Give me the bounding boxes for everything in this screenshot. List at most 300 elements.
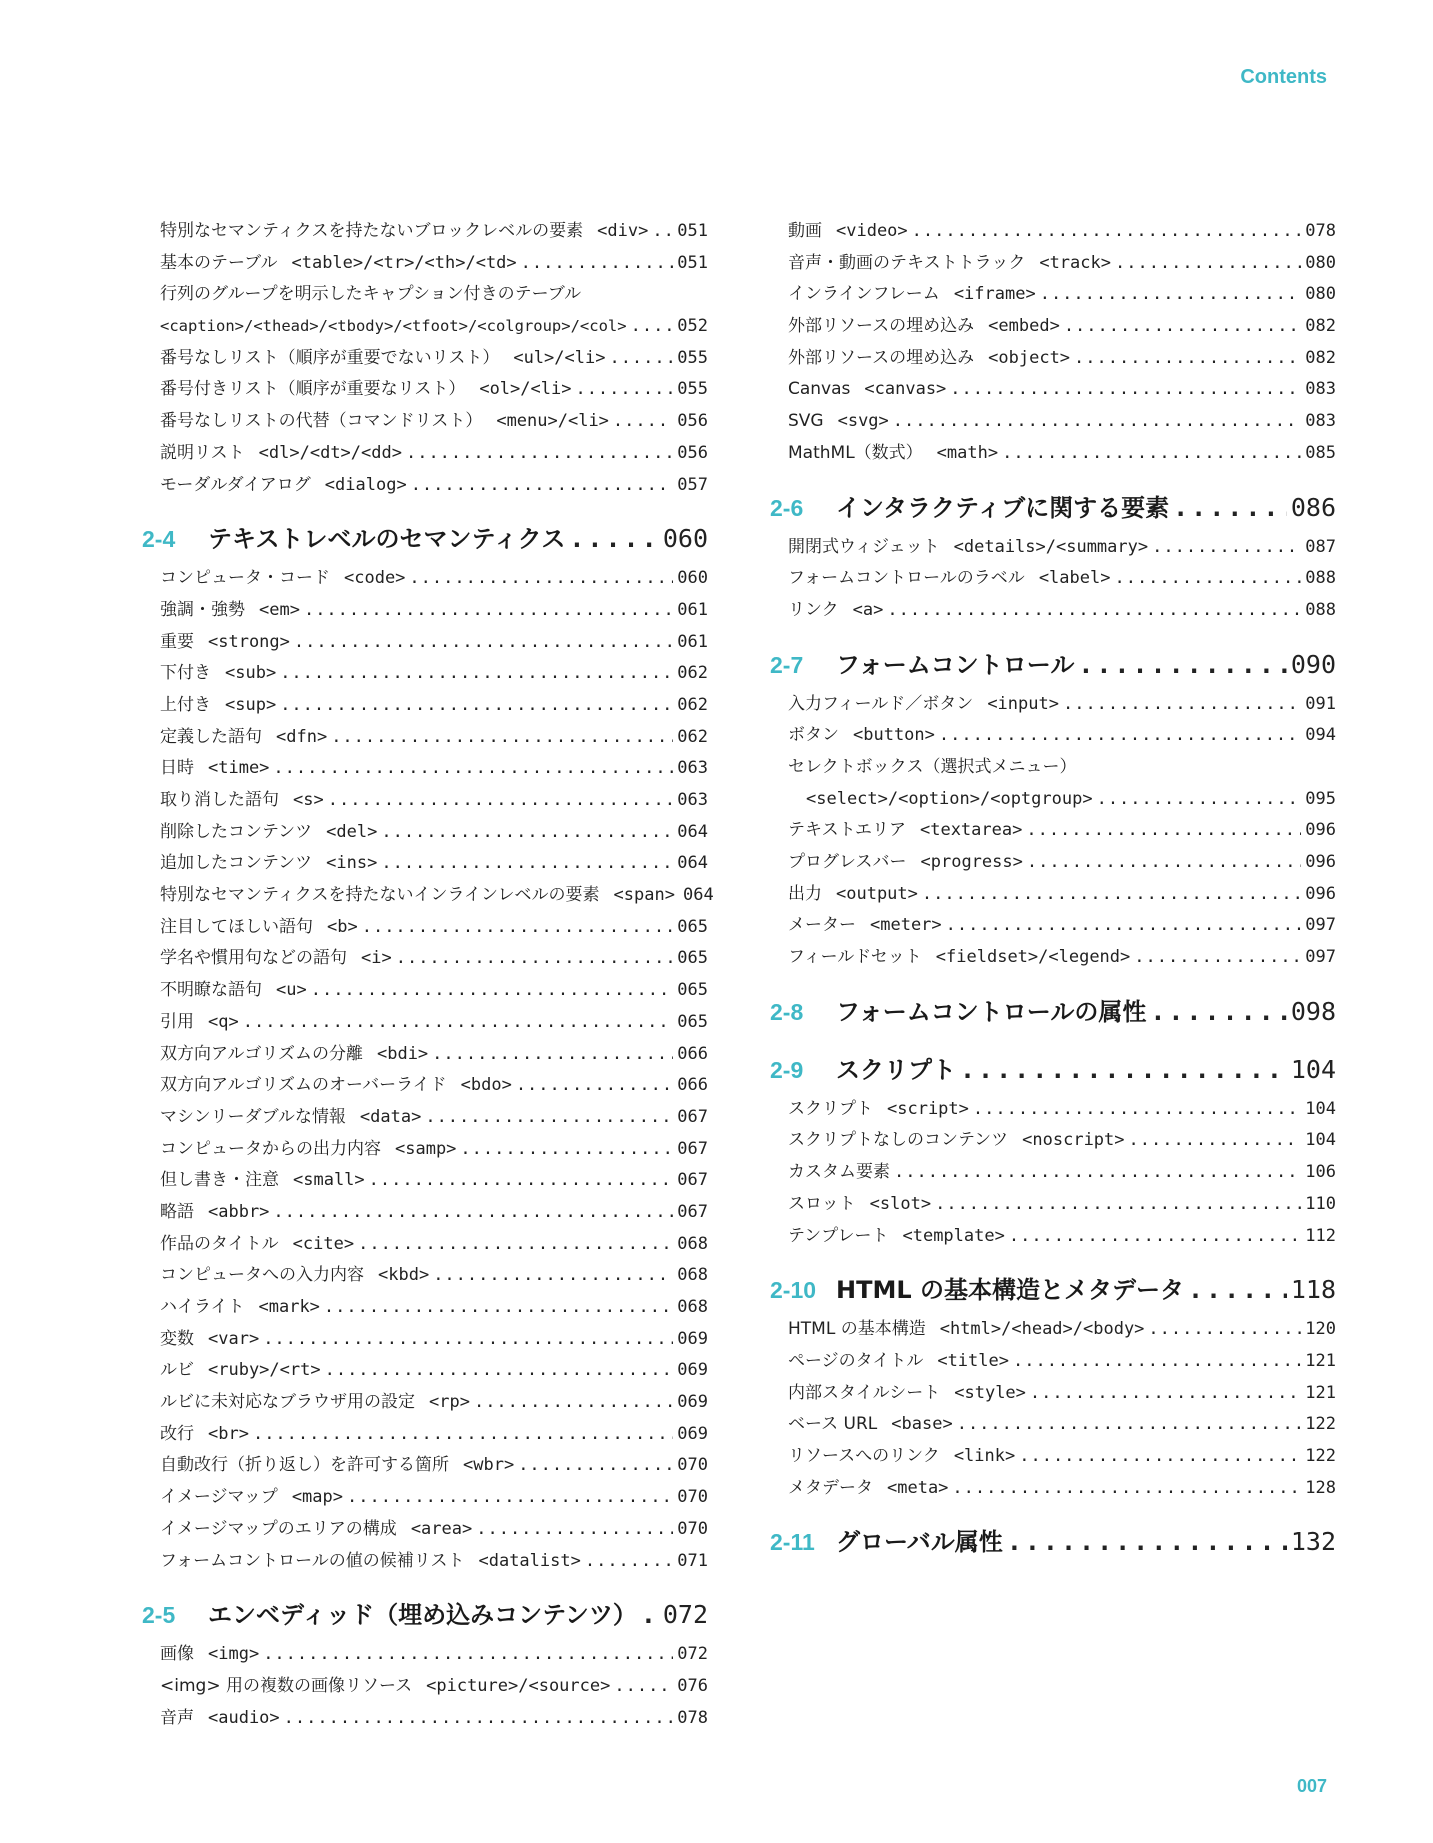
- toc-entry[interactable]: [142, 1102, 708, 1134]
- entry-page-number: 069: [677, 1328, 708, 1349]
- entry-element-tag: <samp>: [395, 1138, 457, 1159]
- toc-entry[interactable]: [770, 311, 1336, 343]
- entry-element-tag: <object>: [988, 347, 1071, 368]
- toc-entry[interactable]: [770, 752, 1336, 784]
- dot-leader: [347, 1482, 673, 1514]
- toc-entry[interactable]: [770, 595, 1336, 627]
- dot-leader: [922, 879, 1301, 911]
- entry-page-number: 068: [677, 1297, 708, 1317]
- entry-title: 行列のグループを明示したキャプション付きのテーブル: [160, 284, 582, 305]
- toc-entry[interactable]: [142, 943, 708, 975]
- dot-leader: [887, 595, 1301, 627]
- toc-section-heading[interactable]: [142, 1595, 708, 1635]
- dot-leader: [1114, 563, 1301, 595]
- entry-page-number: 062: [677, 663, 708, 684]
- dot-leader: [952, 1473, 1301, 1505]
- toc-entry[interactable]: [770, 910, 1336, 942]
- entry-page-number: 067: [677, 1170, 708, 1191]
- entry-element-tag: <div>: [597, 221, 649, 241]
- entry-page-number: 066: [677, 1075, 708, 1096]
- dot-leader: [396, 943, 674, 975]
- toc-entry[interactable]: [142, 1546, 708, 1578]
- toc-entry[interactable]: [142, 343, 708, 375]
- entry-element-tag: <meta>: [887, 1477, 949, 1498]
- toc-entry[interactable]: [142, 216, 708, 248]
- dot-leader: [1064, 311, 1301, 343]
- section-page-number: 118: [1290, 1275, 1336, 1305]
- entry-element-tag: <slot>: [869, 1193, 932, 1214]
- toc-entry[interactable]: [770, 438, 1336, 470]
- toc-entry[interactable]: [142, 912, 708, 944]
- toc-entry[interactable]: [770, 847, 1336, 879]
- dot-leader: [939, 720, 1301, 752]
- toc-entry[interactable]: [142, 1007, 708, 1039]
- entry-page-number: 061: [677, 599, 708, 620]
- entry-page-number: 087: [1305, 536, 1336, 557]
- toc-entry[interactable]: [142, 470, 708, 502]
- dot-leader: [409, 563, 673, 595]
- entry-title: 引用: [160, 1011, 194, 1032]
- section-title: HTML の基本構造とメタデータ: [836, 1276, 1184, 1305]
- entry-element-tag: <textarea>: [919, 820, 1023, 841]
- entry-title: 基本のテーブル: [160, 252, 278, 273]
- dot-leader: [1063, 689, 1301, 721]
- toc-entry[interactable]: [142, 1450, 708, 1482]
- toc-entry[interactable]: [770, 1409, 1336, 1441]
- entry-page-number: 069: [677, 1423, 708, 1444]
- toc-entry[interactable]: [770, 879, 1336, 911]
- dot-leader: [381, 848, 673, 880]
- entry-title: テンプレート: [788, 1225, 889, 1246]
- toc-entry[interactable]: [142, 817, 708, 849]
- section-title: エンベディッド（埋め込みコンテンツ）: [208, 1601, 637, 1630]
- entry-page-number: 083: [1305, 379, 1336, 400]
- dot-leader: [935, 1189, 1301, 1221]
- entry-title: ボタン: [788, 725, 839, 746]
- toc-entry[interactable]: [770, 1221, 1336, 1253]
- toc-entry[interactable]: [142, 1355, 708, 1387]
- entry-page-number: 094: [1305, 725, 1336, 746]
- toc-entry[interactable]: [142, 1387, 708, 1419]
- entry-title: 外部リソースの埋め込み: [788, 316, 975, 337]
- entry-element-tag: <template>: [902, 1225, 1005, 1246]
- entry-element-tag: <meter>: [870, 915, 942, 936]
- toc-entry[interactable]: [142, 374, 708, 406]
- entry-element-tag: <code>: [344, 568, 406, 589]
- entry-title: ハイライト: [160, 1297, 245, 1317]
- entry-element-tag: <mark>: [258, 1297, 320, 1317]
- entry-element-tag: <progress>: [920, 852, 1023, 872]
- toc-entry[interactable]: [142, 1260, 708, 1292]
- entry-title: 番号付きリスト（順序が重要なリスト）: [160, 379, 466, 400]
- entry-title: フォームコントロールの値の候補リスト: [160, 1550, 465, 1571]
- dot-leader: [569, 519, 658, 559]
- toc-entry[interactable]: [142, 1165, 708, 1197]
- dot-leader: [369, 1165, 674, 1197]
- dot-leader: [1152, 532, 1301, 564]
- toc-entry[interactable]: [770, 343, 1336, 375]
- entry-page-number: 080: [1305, 284, 1336, 305]
- entry-element-tag: <span>: [613, 885, 675, 906]
- entry-page-number: 096: [1305, 820, 1336, 841]
- toc-entry[interactable]: [770, 1094, 1336, 1126]
- entry-title: 番号なしリスト（順序が重要でないリスト）: [160, 347, 500, 368]
- entry-element-tag: <style>: [954, 1382, 1026, 1403]
- entry-element-tag: <audio>: [208, 1707, 280, 1728]
- entry-page-number: 121: [1305, 1382, 1336, 1403]
- entry-element-tag: <math>: [936, 442, 999, 463]
- dot-leader: [1074, 343, 1301, 375]
- section-number: 2-10: [770, 1277, 817, 1304]
- toc-entry[interactable]: [770, 216, 1336, 248]
- toc-entry[interactable]: [142, 248, 708, 280]
- entry-element-tag: <base>: [891, 1414, 953, 1435]
- entry-page-number: 064: [677, 821, 708, 842]
- entry-title: MathML（数式）: [788, 442, 923, 463]
- dot-leader: [641, 1595, 659, 1635]
- toc-entry[interactable]: [142, 595, 708, 627]
- entry-title: SVG: [788, 411, 824, 432]
- entry-element-tag: <input>: [987, 693, 1059, 714]
- dot-leader: [304, 595, 673, 627]
- entry-element-tag: <var>: [208, 1328, 260, 1349]
- toc-entry[interactable]: [142, 1070, 708, 1102]
- toc-entry[interactable]: [770, 248, 1336, 280]
- entry-page-number: 069: [677, 1392, 708, 1413]
- entry-page-number: 070: [677, 1455, 708, 1476]
- entry-page-number: 055: [677, 347, 708, 368]
- entry-title: ルビ: [160, 1360, 194, 1381]
- entry-title: 追加したコンテンツ: [160, 853, 313, 874]
- entry-page-number: 088: [1305, 599, 1336, 620]
- toc-section-heading[interactable]: [770, 645, 1336, 685]
- entry-title: テキストエリア: [788, 820, 906, 841]
- toc-entry[interactable]: [142, 690, 708, 722]
- entry-page-number: 088: [1305, 568, 1336, 589]
- section-title: スクリプト: [836, 1055, 956, 1084]
- entry-element-tag: <img>: [208, 1644, 260, 1665]
- toc-entry[interactable]: [770, 1441, 1336, 1473]
- section-number: 2-5: [142, 1602, 176, 1629]
- toc-entry[interactable]: [142, 722, 708, 754]
- toc-entry[interactable]: [142, 753, 708, 785]
- entry-element-tag: <u>: [276, 980, 307, 1001]
- dot-leader: [614, 1671, 673, 1703]
- entry-element-tag: <noscript>: [1022, 1130, 1125, 1151]
- toc-entry[interactable]: [770, 563, 1336, 595]
- entry-page-number: 083: [1305, 411, 1336, 432]
- entry-title: 番号なしリストの代替（コマンドリスト）: [160, 411, 483, 432]
- dot-leader: [311, 975, 674, 1007]
- entry-page-number: 067: [677, 1201, 708, 1222]
- entry-page-number: 097: [1305, 915, 1336, 936]
- entry-title: 説明リスト: [160, 442, 245, 463]
- section-number: 2-8: [770, 998, 804, 1025]
- section-page-number: 098: [1290, 996, 1336, 1026]
- entry-element-tag: <bdo>: [460, 1075, 512, 1096]
- entry-page-number: 080: [1305, 252, 1336, 273]
- section-number: 2-4: [142, 526, 176, 553]
- entry-page-number: 128: [1305, 1477, 1336, 1498]
- entry-page-number: 076: [677, 1675, 708, 1696]
- entry-page-number: 070: [677, 1518, 708, 1539]
- entry-page-number: 078: [1305, 221, 1336, 241]
- entry-title: コンピュータからの出力内容: [160, 1138, 381, 1159]
- toc-entry[interactable]: [142, 1703, 708, 1735]
- dot-leader: [1173, 488, 1287, 528]
- entry-element-tag: <cite>: [292, 1233, 355, 1254]
- entry-page-number: 068: [677, 1265, 708, 1286]
- entry-page-number: 062: [677, 726, 708, 747]
- entry-title: 動画: [788, 221, 822, 241]
- toc-entry[interactable]: [142, 311, 708, 343]
- entry-title: ルビに未対応なブラウザ用の設定: [160, 1392, 415, 1413]
- entry-title: 外部リソースの埋め込み: [788, 347, 975, 368]
- dot-leader: [1030, 1378, 1301, 1410]
- section-page-number: 132: [1290, 1527, 1336, 1557]
- entry-element-tag: <title>: [937, 1350, 1009, 1371]
- entry-page-number: 106: [1305, 1162, 1336, 1183]
- toc-entry[interactable]: [770, 374, 1336, 406]
- entry-element-tag: <embed>: [988, 316, 1060, 337]
- dot-leader: [358, 1229, 673, 1261]
- entry-element-tag: <rp>: [429, 1392, 470, 1413]
- entry-title: 定義した語句: [160, 726, 262, 747]
- dot-leader: [280, 690, 673, 722]
- entry-element-tag: <link>: [953, 1445, 1016, 1466]
- toc-entry[interactable]: [770, 1314, 1336, 1346]
- entry-page-number: 055: [677, 379, 708, 400]
- entry-title: フィールドセット: [788, 947, 922, 968]
- section-page-number: 090: [1290, 649, 1336, 679]
- toc-entry[interactable]: [142, 1292, 708, 1324]
- entry-element-tag: <ins>: [326, 853, 378, 874]
- dot-leader: [609, 343, 673, 375]
- toc-section-heading[interactable]: [770, 1270, 1336, 1310]
- entry-page-number: 067: [677, 1106, 708, 1127]
- entry-title: 但し書き・注意: [160, 1170, 279, 1191]
- entry-page-number: 122: [1305, 1414, 1336, 1435]
- entry-title: フォームコントロールのラベル: [788, 568, 1025, 589]
- entry-element-tag: <track>: [1039, 252, 1111, 273]
- toc-section-heading[interactable]: [142, 519, 708, 559]
- entry-title: イメージマップ: [160, 1487, 278, 1508]
- entry-element-tag: <sup>: [225, 694, 277, 715]
- entry-element-tag: <menu>/<li>: [496, 411, 609, 432]
- entry-page-number: 057: [677, 474, 708, 495]
- entry-title: インラインフレーム: [788, 284, 940, 305]
- entry-element-tag: <bdi>: [376, 1043, 429, 1064]
- toc-entry[interactable]: [142, 1197, 708, 1229]
- dot-leader: [1129, 1125, 1302, 1157]
- toc-entry[interactable]: [142, 975, 708, 1007]
- entry-element-tag: <datalist>: [478, 1550, 581, 1571]
- entry-title: 入力フィールド／ボタン: [788, 693, 974, 714]
- entry-page-number: 112: [1305, 1225, 1336, 1246]
- toc-entry[interactable]: [142, 1419, 708, 1451]
- entry-page-number: 064: [682, 885, 714, 906]
- toc-entry[interactable]: [142, 1514, 708, 1546]
- entry-title: 上付き: [160, 694, 211, 715]
- toc-entry[interactable]: [770, 406, 1336, 438]
- entry-page-number: 085: [1305, 442, 1336, 463]
- section-page-number: 060: [662, 524, 708, 554]
- dot-leader: [273, 753, 673, 785]
- entry-element-tag: <kbd>: [378, 1265, 430, 1286]
- entry-title: プログレスバー: [788, 852, 907, 872]
- dot-leader: [284, 1703, 674, 1735]
- entry-page-number: 096: [1305, 852, 1336, 872]
- dot-leader: [631, 311, 674, 343]
- dot-leader: [960, 1050, 1287, 1090]
- entry-element-tag: <abbr>: [208, 1201, 270, 1222]
- entry-element-tag: <b>: [327, 916, 358, 937]
- toc-entry[interactable]: [770, 1157, 1336, 1189]
- entry-element-tag: <data>: [359, 1106, 422, 1127]
- entry-page-number: 052: [677, 316, 708, 337]
- entry-element-tag: <map>: [291, 1487, 343, 1508]
- toc-entry[interactable]: [142, 880, 714, 912]
- toc-entry[interactable]: [142, 658, 708, 690]
- dot-leader: [957, 1409, 1302, 1441]
- entry-title: 自動改行（折り返し）を許可する箇所: [160, 1455, 449, 1476]
- entry-element-tag: <strong>: [208, 631, 290, 652]
- entry-title: カスタム要素: [788, 1162, 890, 1183]
- toc-entry[interactable]: [770, 279, 1336, 311]
- dot-leader: [331, 722, 673, 754]
- toc-entry[interactable]: [142, 406, 708, 438]
- dot-leader: [1134, 942, 1301, 974]
- toc-entry[interactable]: [770, 1346, 1336, 1378]
- entry-element-tag: <em>: [259, 599, 300, 620]
- toc-entry[interactable]: [142, 1039, 708, 1071]
- toc-entry[interactable]: [142, 279, 708, 311]
- entry-element-tag: <html>/<head>/<body>: [939, 1319, 1145, 1340]
- entry-page-number: 061: [677, 631, 708, 652]
- entry-element-tag: <ruby>/<rt>: [208, 1360, 321, 1381]
- entry-title: 音声・動画のテキストトラック: [788, 252, 1026, 273]
- toc-entry[interactable]: [142, 1482, 708, 1514]
- toc-entry[interactable]: [142, 1639, 708, 1671]
- toc-entry[interactable]: [770, 720, 1336, 752]
- toc-section-heading[interactable]: [770, 1522, 1336, 1562]
- dot-leader: [294, 627, 673, 659]
- entry-page-number: 072: [677, 1644, 708, 1665]
- dot-leader: [613, 406, 673, 438]
- toc-entry[interactable]: [142, 563, 708, 595]
- dot-leader: [1009, 1221, 1301, 1253]
- entry-title: リンク: [788, 599, 839, 620]
- dot-leader: [518, 1450, 673, 1482]
- entry-element-tag: <area>: [410, 1518, 473, 1539]
- entry-element-tag: <i>: [361, 948, 392, 969]
- toc-entry[interactable]: [142, 1229, 708, 1261]
- toc-entry[interactable]: [142, 1671, 708, 1703]
- entry-element-tag: <s>: [293, 790, 324, 810]
- entry-page-number: 060: [677, 568, 708, 589]
- entry-page-number: 082: [1305, 347, 1336, 368]
- toc-entry[interactable]: [770, 1378, 1336, 1410]
- toc-section-heading[interactable]: [770, 992, 1336, 1032]
- entry-title: <img> 用の複数の画像リソース: [160, 1675, 413, 1696]
- dot-leader: [1026, 815, 1301, 847]
- entry-page-number: 056: [677, 442, 708, 463]
- dot-leader: [406, 438, 673, 470]
- entry-page-number: 051: [677, 252, 708, 273]
- entry-element-tag: <fieldset>/<legend>: [935, 947, 1131, 968]
- section-title: グローバル属性: [836, 1528, 1003, 1557]
- dot-leader: [1148, 1314, 1301, 1346]
- toc-entry[interactable]: [770, 815, 1336, 847]
- toc-entry[interactable]: [142, 785, 708, 817]
- entry-page-number: 062: [677, 694, 708, 715]
- entry-title: セレクトボックス（選択式メニュー）: [788, 756, 1077, 777]
- entry-page-number: 121: [1305, 1350, 1336, 1371]
- entry-element-tag: <small>: [293, 1170, 365, 1191]
- entry-title: メタデータ: [788, 1477, 873, 1498]
- dot-leader: [425, 1102, 673, 1134]
- section-title: テキストレベルのセマンティクス: [208, 525, 566, 554]
- entry-page-number: 071: [677, 1550, 708, 1571]
- entry-title: 日時: [160, 758, 194, 779]
- entry-title: リソースへのリンク: [788, 1445, 940, 1466]
- toc-entry[interactable]: [142, 438, 708, 470]
- entry-page-number: 067: [677, 1138, 708, 1159]
- entry-title: 音声: [160, 1707, 194, 1728]
- toc-entry[interactable]: [142, 848, 708, 880]
- toc-entry[interactable]: [770, 1473, 1336, 1505]
- section-number: 2-7: [770, 651, 804, 678]
- toc-entry[interactable]: [770, 689, 1336, 721]
- entry-title: 下付き: [160, 663, 211, 684]
- toc-section-heading[interactable]: [770, 488, 1336, 528]
- toc-entry[interactable]: [142, 1134, 708, 1166]
- section-number: 2-9: [770, 1056, 804, 1083]
- dot-leader: [1002, 438, 1301, 470]
- dot-leader: [973, 1094, 1301, 1126]
- entry-element-tag: <wbr>: [463, 1455, 515, 1476]
- entry-title: 特別なセマンティクスを持たないブロックレベルの要素: [160, 221, 584, 241]
- section-number: 2-6: [770, 494, 804, 521]
- dot-leader: [950, 374, 1301, 406]
- section-page-number: 072: [662, 1600, 708, 1630]
- toc-entry[interactable]: [142, 1324, 708, 1356]
- entry-element-tag: <a>: [852, 599, 884, 620]
- toc-entry[interactable]: [770, 942, 1336, 974]
- toc-entry[interactable]: [770, 784, 1336, 816]
- toc-entry[interactable]: [142, 627, 708, 659]
- dot-leader: [263, 1324, 673, 1356]
- entry-page-number: 056: [677, 411, 708, 432]
- entry-page-number: 051: [677, 221, 708, 241]
- entry-element-tag: <dfn>: [276, 726, 328, 747]
- entry-element-tag: <ul>/<li>: [513, 347, 606, 368]
- entry-page-number: 104: [1305, 1098, 1336, 1119]
- dot-leader: [1097, 784, 1302, 816]
- entry-title: HTML の基本構造: [788, 1319, 926, 1340]
- dot-leader: [1188, 1270, 1287, 1310]
- entry-title: 出力: [788, 883, 822, 904]
- entry-page-number: 064: [677, 853, 708, 874]
- toc-entry[interactable]: [770, 1189, 1336, 1221]
- dot-leader: [362, 912, 674, 944]
- toc-entry[interactable]: [770, 532, 1336, 564]
- toc-section-heading[interactable]: [770, 1050, 1336, 1090]
- dot-leader: [575, 374, 673, 406]
- toc-entry[interactable]: [770, 1125, 1336, 1157]
- entry-title: 取り消した語句: [160, 790, 279, 810]
- entry-page-number: 120: [1305, 1319, 1336, 1340]
